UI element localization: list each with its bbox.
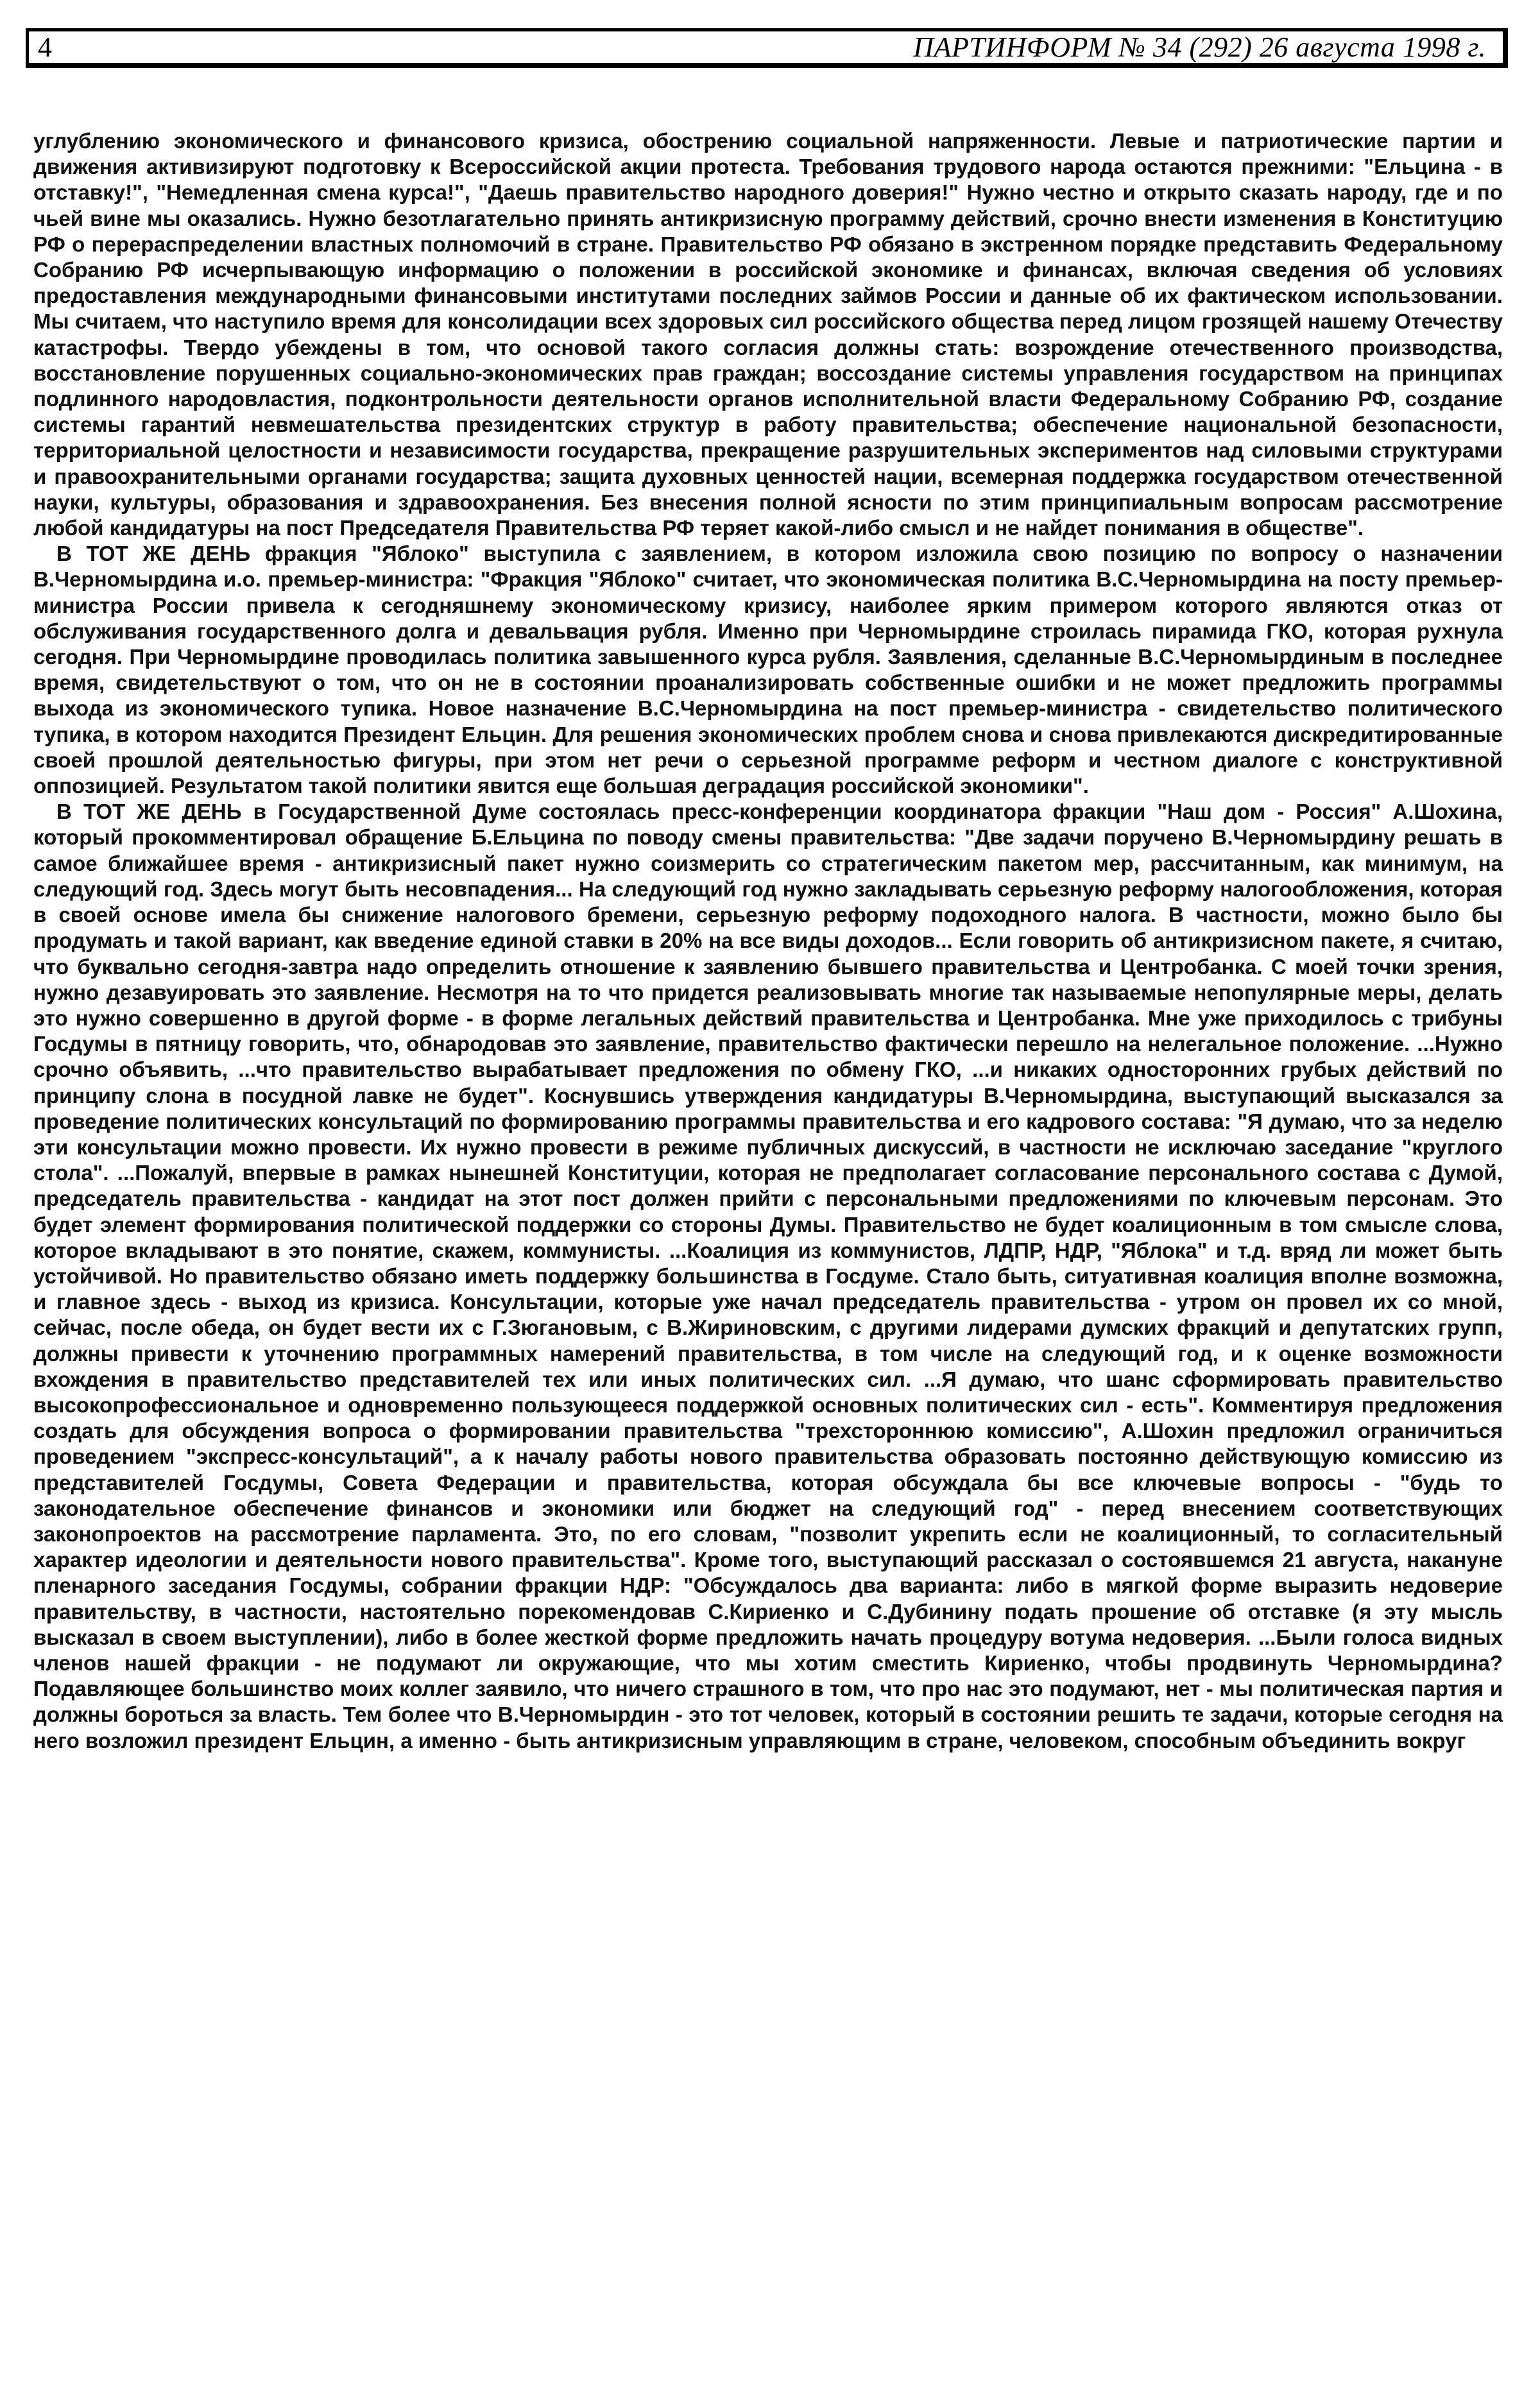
page-number: 4	[38, 31, 52, 63]
paragraph-3-lead: В ТОТ ЖЕ ДЕНЬ	[56, 800, 242, 824]
paragraph-3-text: в Государственной Думе состоялась пресс-конференции координатора фракции "Наш дом - Россия" А.Шохина, который прокомментировал обращение Б.Ельцина по поводу смены правительства: "Две задачи поручено В.Черномырдину решать в самое ближайшее время - антикризисный пакет нужно соизмерить со стратегическим пакетом мер, рассчитанным, как минимум, на следующий год. Здесь могут быть несовпадения... На следующий год нужно закладывать серьезную реформу налогообложения, которая в своей основе имела бы снижение налогового бремени, серьезную реформу подоходного налога. В частности, можно было бы продумать и такой вариант, как введение единой ставки в 20% на все виды доходов... Если говорить об антикризисном пакете, я считаю, что буквально сегодня-завтра надо определить отношение к заявлению бывшего правительства и Центробанка. С моей точки зрения, нужно дезавуировать это заявление. Несмотря на то что придется реализовывать многие так называемые непопулярные меры, делать это нужно совершенно в другой форме - в форме легальных действий правительства и Центробанка. Мне уже приходилось с трибуны Госдумы в пятницу говорить, что, обнародовав это заявление, правительство фактически перешло на нелегальное положение. ...Нужно срочно объявить, ...что правительство вырабатывает предложения по обмену ГКО, ...и никаких односторонних грубых действий по принципу слона в посудной лавке не будет". Коснувшись утверждения кандидатуры В.Черномырдина, выступающий высказался за проведение политических консультаций по формированию программы правительства и его кадрового состава: "Я думаю, что за неделю эти консультации можно провести. Их нужно провести в режиме публичных дискуссий, в частности не исключаю заседание "круглого стола". ...Пожалуй, впервые в рамках нынешней Конституции, которая не предполагает согласование персонального состава с Думой, председатель правительства - кандидат на этот пост должен прийти с персональными предложениями по ключевым персонам. Это будет элемент формирования политической поддержки со стороны Думы. Правительство не будет коалиционным в том смысле слова, которое вкладывают в это понятие, скажем, коммунисты. ...Коалиция из коммунистов, ЛДПР, НДР, "Яблока" и т.д. вряд ли может быть устойчивой. Но правительство обязано иметь поддержку большинства в Госдуме. Стало быть, ситуативная коалиция вполне возможна, и главное здесь - выход из кризиса. Консультации, которые уже начал председатель правительства - утром он провел их со мной, сейчас, после обеда, он будет вести их с Г.Зюгановым, с В.Жириновским, с другими лидерами думских фракций и депутатских групп, должны привести к уточнению программных намерений правительства, в том числе на следующий год, и к оценке возможности вхождения в правительство представителей тех или иных политических сил. ...Я думаю, что шанс сформировать правительство высокопрофессиональное и одновременно пользующееся поддержкой основных политических сил - есть". Комментируя предложения создать для обсуждения вопроса о формировании правительства "трехстороннюю комиссию", А.Шохин предложил ограничиться проведением "экспресс-консультаций", а к началу работы нового правительства образовать постоянно действующую комиссию из представителей Госдумы, Совета Федерации и правительства, которая обсуждала бы все ключевые вопросы - "будь то законодательное обеспечение финансов и экономики или бюджет на следующий год" - перед внесением соответствующих законопроектов на рассмотрение парламента. Это, по его словам, "позволит укрепить если не коалиционный, то согласительный характер идеологии и деятельности нового правительства". Кроме того, выступающий рассказал о состоявшемся 21 августа, накануне пленарного заседания Госдумы, собрании фракции НДР: "Обсуждалось два варианта: либо в мягкой форме выразить недоверие правительству, в частности, настоятельно порекомендовав С.Кириенко и С.Дубинину подать прошение об отставке (я эту мысль высказал в своем выступлении), либо в более жесткой форме предложить начать процедуру вотума недоверия. ...Были голоса видных членов нашей фракции - не подумают ли окружающие, что мы хотим сместить Кириенко, чтобы продвинуть Черномырдина? Подавляющее большинство моих коллег заявило, что ничего страшного в том, что про нас это подумают, нет - мы политическая партия и должны бороться за власть. Тем более что В.Черномырдин - это тот человек, который в состоянии решить те задачи, которые сегодня на него возложил президент Ельцин, а именно - быть антикризисным управляющим в стране, человеком, способным объединить вокруг	[33, 800, 1503, 1752]
page-header	[26, 28, 1508, 68]
article-body	[33, 128, 1503, 1754]
publication-masthead: ПАРТИНФОРМ № 34 (292) 26 августа 1998 г.	[913, 31, 1486, 63]
paragraph-2-text: фракция "Яблоко" выступила с заявлением, в котором изложила свою позицию по вопросу о назначении В.Черномырдина и.о. премьер-министра: "Фракция "Яблоко" считает, что экономическая политика В.С.Черномырдина на посту премьер-министра России привела к сегодняшнему экономическому кризису, наиболее ярким примером которого являются отказ от обслуживания государственного долга и девальвация рубля. Именно при Черномырдине строилась пирамида ГКО, которая рухнула сегодня. При Черномырдине проводилась политика завышенного курса рубля. Заявления, сделанные В.С.Черномырдиным в последнее время, свидетельствуют о том, что он не в состоянии проанализировать собственные ошибки и не может предложить программы выхода из экономического тупика. Новое назначение В.С.Черномырдина на пост премьер-министра - свидетельство политического тупика, в котором находится Президент Ельцин. Для решения экономических проблем снова и снова привлекаются дискредитированные своей прошлой деятельностью фигуры, при этом нет речи о серьезной программе реформ и честном диалоге с конструктивной оппозицией. Результатом такой политики явится еще большая деградация российской экономики".	[33, 542, 1503, 798]
article-paragraph-3	[33, 799, 1503, 1754]
paragraph-2-lead: В ТОТ ЖЕ ДЕНЬ	[56, 542, 251, 566]
article-paragraph-2	[33, 541, 1503, 799]
article-paragraph-1: углублению экономического и финансового кризиса, обострению социальной напряженности. Левые и патриотические партии и движения активизируют подготовку к Всероссийской акции протеста. Требования трудового народа остаются прежними: "Ельцина - в отставку!", "Немедленная смена курса!", "Даешь правительство народного доверия!" Нужно честно и открыто сказать народу, где и по чьей вине мы оказались. Нужно безотлагательно принять антикризисную программу действий, срочно внести изменения в Конституцию РФ о перераспределении властных полномочий в стране. Правительство РФ обязано в экстренном порядке представить Федеральному Собранию РФ исчерпывающую информацию о положении в российской экономике и финансах, включая сведения об условиях предоставления международными финансовыми институтами последних займов России и данные об их фактическом использовании. Мы считаем, что наступило время для консолидации всех здоровых сил российского общества перед лицом грозящей нашему Отечеству катастрофы. Твердо убеждены в том, что основой такого согласия должны стать: возрождение отечественного производства, восстановление порушенных социально-экономических прав граждан; воссоздание системы управления государством на принципах подлинного народовластия, подконтрольности деятельности органов исполнительной власти Федеральному Собранию РФ, создание системы гарантий невмешательства президентских структур в работу правительства; обеспечение национальной безопасности, территориальной целостности и независимости государства, прекращение разрушительных экспериментов над силовыми структурами и правоохранительными органами государства; защита духовных ценностей нации, всемерная поддержка государством отечественной науки, культуры, образования и здравоохранения. Без внесения полной ясности по этим принципиальным вопросам рассмотрение любой кандидатуры на пост Председателя Правительства РФ теряет какой-либо смысл и не найдет понимания в обществе".	[33, 129, 1503, 540]
